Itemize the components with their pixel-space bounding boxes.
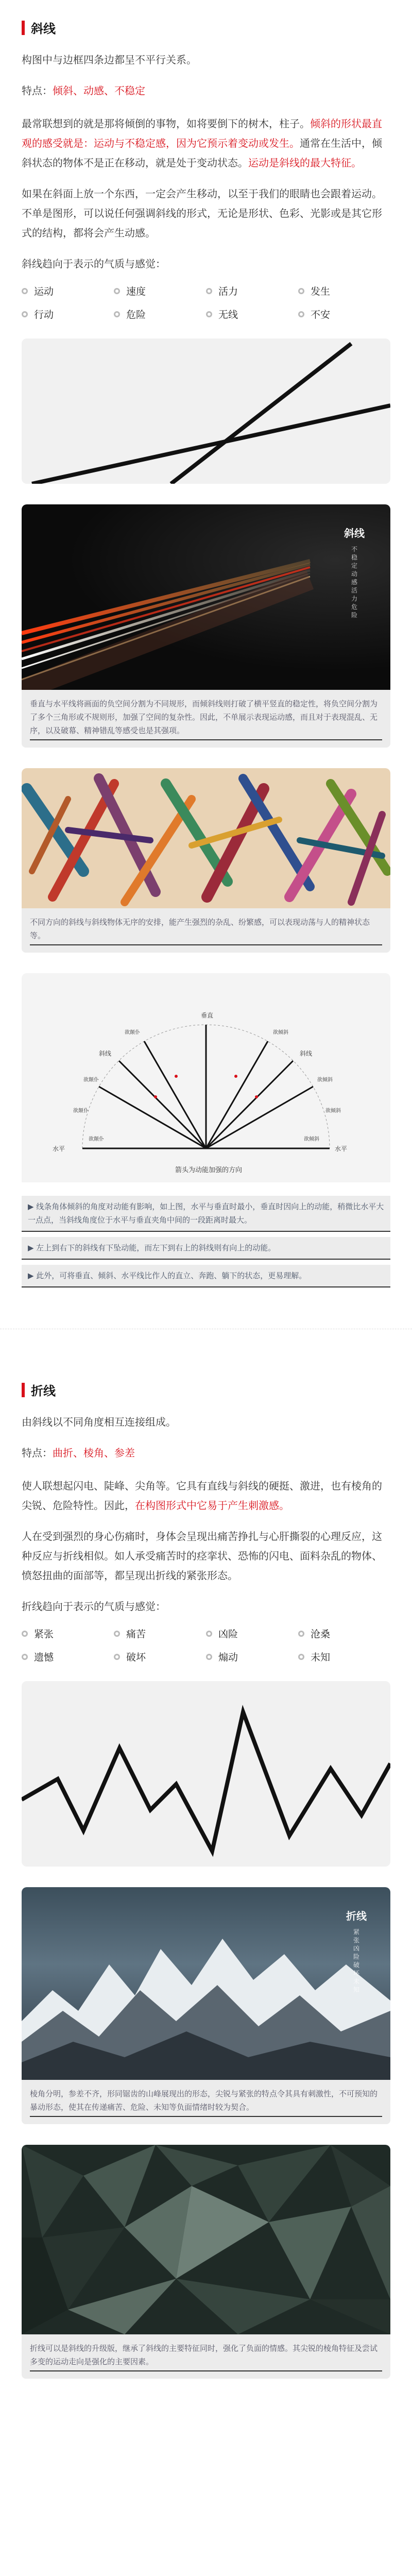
abstract-caption-text: 不同方向的斜线与斜线物体无序的安排，能产生强烈的杂乱、纷繁感，可以表现动荡与人的精神状态等。 bbox=[30, 916, 382, 945]
feeling-word: 发生 bbox=[298, 284, 390, 298]
label-left-0: 欲颠仆 bbox=[125, 1030, 140, 1036]
label-vertical: 垂直 bbox=[201, 1012, 214, 1019]
paragraph-1 bbox=[22, 114, 390, 173]
bullet-icon bbox=[298, 311, 304, 317]
bullet-icon bbox=[206, 1654, 212, 1660]
traits-line bbox=[22, 1443, 390, 1463]
label-right-2: 欲倾斜 bbox=[325, 1108, 341, 1114]
feeling-word: 未知 bbox=[298, 1650, 390, 1664]
bullet-icon bbox=[114, 288, 120, 294]
overlay-title: 斜线 bbox=[344, 527, 365, 539]
section-title: 折线 bbox=[31, 1384, 56, 1398]
abstract-strokes-image bbox=[22, 768, 390, 908]
zigzag-illustration bbox=[22, 1681, 390, 1867]
diagonal-lines-illustration bbox=[22, 338, 390, 484]
traits-value: 倾斜、动感、不稳定 bbox=[53, 84, 145, 97]
para1-b: 在构图形式中它易于产生刺激感。 bbox=[135, 1499, 289, 1512]
feeling-word: 沧桑 bbox=[298, 1626, 390, 1640]
traits-label: 特点： bbox=[22, 84, 53, 97]
angle-diagram-svg bbox=[22, 973, 390, 1182]
feeling-words bbox=[22, 1626, 390, 1664]
section-title-row bbox=[22, 19, 390, 37]
bullet-icon bbox=[114, 1631, 120, 1637]
traits-line bbox=[22, 81, 390, 100]
paragraph-2: 如果在斜面上放一个东西，一定会产生移动，以至于我们的眼睛也会跟着运动。不单是图形，可以说任何强调斜线的形式，无论是形状、色彩、光影或是其它形式的结构，都将会产生动感。 bbox=[22, 188, 382, 239]
para1-b: 倾斜的形状最直观的感受就是：运动与不稳定感，因为它预示着变动或发生。 bbox=[22, 117, 382, 149]
bullet-icon bbox=[206, 288, 212, 294]
label-horizontal-left: 水平 bbox=[53, 1145, 65, 1153]
overlay-title: 折线 bbox=[346, 1910, 367, 1922]
overlay-subtitle: 紧张 凶险 破坏 未知 bbox=[353, 1928, 359, 1993]
para1-d: 运动是斜线的最大特征。 bbox=[248, 157, 362, 169]
bullet-icon bbox=[206, 1631, 212, 1637]
abstract-caption bbox=[22, 908, 390, 953]
feeling-word: 紧张 bbox=[22, 1626, 114, 1640]
title-accent-bar bbox=[22, 1383, 25, 1397]
bullet-icon bbox=[114, 1654, 120, 1660]
label-left-2: 欲颠仆 bbox=[73, 1108, 89, 1114]
feeling-words bbox=[22, 284, 390, 321]
label-right-3: 欲倾斜 bbox=[304, 1137, 319, 1142]
paragraph-3: 折线趋向于表示的气质与感觉： bbox=[22, 1600, 166, 1613]
bullet-icon bbox=[22, 1654, 28, 1660]
shards-image-block bbox=[22, 2145, 390, 2379]
shards-svg bbox=[22, 2145, 390, 2334]
mountain-photo-block bbox=[22, 1887, 390, 2124]
diagonal-lines-svg bbox=[22, 338, 390, 484]
feeling-word: 无线 bbox=[206, 307, 298, 321]
feeling-word: 煽动 bbox=[206, 1650, 298, 1664]
note-3: ▶ 此外，可将垂直、倾斜、水平线比作人的直立、奔跑、躺下的状态，更易理解。 bbox=[22, 1265, 390, 1287]
abstract-art-block bbox=[22, 768, 390, 953]
feeling-word: 速度 bbox=[114, 284, 206, 298]
mountain-caption bbox=[22, 2080, 390, 2124]
bullet-icon bbox=[22, 1631, 28, 1637]
feeling-word: 痛苦 bbox=[114, 1626, 206, 1640]
paragraph-1 bbox=[22, 1476, 390, 1515]
para1-a: 最常联想到的就是那将倾倒的事物，如将要倒下的树木，柱子。 bbox=[22, 117, 310, 130]
shards-caption bbox=[22, 2334, 390, 2379]
bullet-icon bbox=[22, 311, 28, 317]
feeling-word: 活力 bbox=[206, 284, 298, 298]
label-horizontal-right: 水平 bbox=[335, 1145, 348, 1153]
section-title-row bbox=[22, 1381, 390, 1399]
bullet-icon bbox=[206, 311, 212, 317]
shards-image bbox=[22, 2145, 390, 2334]
section-diagonal bbox=[0, 19, 412, 1287]
label-right-1: 欲倾斜 bbox=[317, 1077, 333, 1083]
title-accent-bar bbox=[22, 21, 25, 35]
angle-diagram bbox=[22, 973, 390, 1182]
paragraph-2: 人在受到强烈的身心伤痛时，身体会呈现出痛苦挣扎与心肝撕裂的心理反应，这种反应与折线相似。如人承受痛苦时的痉挛状、恐怖的闪电、面料杂乱的物体、愤怒扭曲的面部等，都呈现出折线的紧张形态。 bbox=[22, 1530, 382, 1582]
feeling-word: 凶险 bbox=[206, 1626, 298, 1640]
note-2: ▶ 左上到右下的斜线有下坠动能，而左下到右上的斜线则有向上的动能。 bbox=[22, 1237, 390, 1260]
mountain-caption-text: 棱角分明，参差不齐，形同锯齿的山峰展现出的形态，尖锐与紧张的特点令其具有刺激性，不可预知的暴动形态，使其在传递痛苦、危险、未知等负面情绪时较为契合。 bbox=[30, 2087, 382, 2117]
traits-label: 特点： bbox=[22, 1447, 53, 1459]
feeling-word: 行动 bbox=[22, 307, 114, 321]
label-left-1: 欲颠仆 bbox=[83, 1077, 99, 1083]
photo-overlay-title bbox=[344, 525, 365, 619]
highway-photo bbox=[22, 504, 390, 690]
mountain-svg bbox=[22, 1887, 390, 2080]
angle-diagram-block bbox=[22, 973, 390, 1182]
para1-c: 通常在生活中，倾斜状态的物体不是正在移动，就是处于变动状态。 bbox=[22, 137, 382, 169]
abstract-strokes-svg bbox=[22, 768, 390, 908]
diagram-caption: 箭头为动能加强的方向 bbox=[175, 1166, 243, 1174]
feeling-word: 危险 bbox=[114, 307, 206, 321]
mountain-photo bbox=[22, 1887, 390, 2080]
highway-photo-block bbox=[22, 504, 390, 748]
bullet-icon bbox=[22, 288, 28, 294]
note-1: ▶ 线条角体倾斜的角度对动能有影响，如上图，水平与垂直时最小，垂直时因向上的动能，稍微比水平大一点点，当斜线角度位于水平与垂直夹角中间的一段距离时最大。 bbox=[22, 1196, 390, 1232]
label-diag-left: 斜线 bbox=[99, 1050, 112, 1057]
intro-text: 由斜线以不同角度相互连接组成。 bbox=[22, 1416, 176, 1428]
light-trails-svg bbox=[22, 504, 390, 690]
feeling-word: 不安 bbox=[298, 307, 390, 321]
paragraph-3: 斜线趋向于表示的气质与感觉： bbox=[22, 258, 166, 270]
bullet-icon bbox=[114, 311, 120, 317]
zigzag-svg bbox=[22, 1681, 390, 1867]
highway-caption-text: 垂直与水平线将画面的负空间分割为不同规形，而倾斜线则打破了横平竖直的稳定性，将负空间分割为了多个三角形或不规则形，加强了空间的复杂性。因此，不单展示表现运动感，而且对于表现混乱、无序，以及破幕、精神错乱等感受也是其强项。 bbox=[30, 697, 382, 740]
label-left-3: 欲颠仆 bbox=[89, 1137, 104, 1142]
photo-overlay-title bbox=[346, 1908, 367, 1994]
bullet-icon bbox=[298, 1654, 304, 1660]
feeling-word: 破坏 bbox=[114, 1650, 206, 1664]
label-right-0: 欲倾斜 bbox=[273, 1030, 288, 1036]
section-title: 斜线 bbox=[31, 22, 56, 36]
bullet-icon bbox=[298, 288, 304, 294]
intro-text: 构图中与边框四条边都呈不平行关系。 bbox=[22, 54, 197, 66]
section-zigzag bbox=[0, 1381, 412, 2379]
highway-caption bbox=[22, 690, 390, 748]
traits-value: 曲折、棱角、参差 bbox=[53, 1447, 135, 1459]
overlay-subtitle: 不稳定 动感 活力 危险 bbox=[351, 546, 357, 619]
label-diag-right: 斜线 bbox=[300, 1050, 313, 1057]
feeling-word: 遗憾 bbox=[22, 1650, 114, 1664]
shards-caption-text: 折线可以是斜线的升级版，继承了斜线的主要特征同时，强化了负面的情感。其尖锐的棱角特征及尝试多变的运动走向是强化的主要因素。 bbox=[30, 2342, 382, 2371]
bullet-icon bbox=[298, 1631, 304, 1637]
feeling-word: 运动 bbox=[22, 284, 114, 298]
para1-a: 使人联想起闪电、陡峰、尖角等。它具有直线与斜线的硬挺、激进，也有棱角的尖锐、危险特性。因此， bbox=[22, 1480, 382, 1512]
